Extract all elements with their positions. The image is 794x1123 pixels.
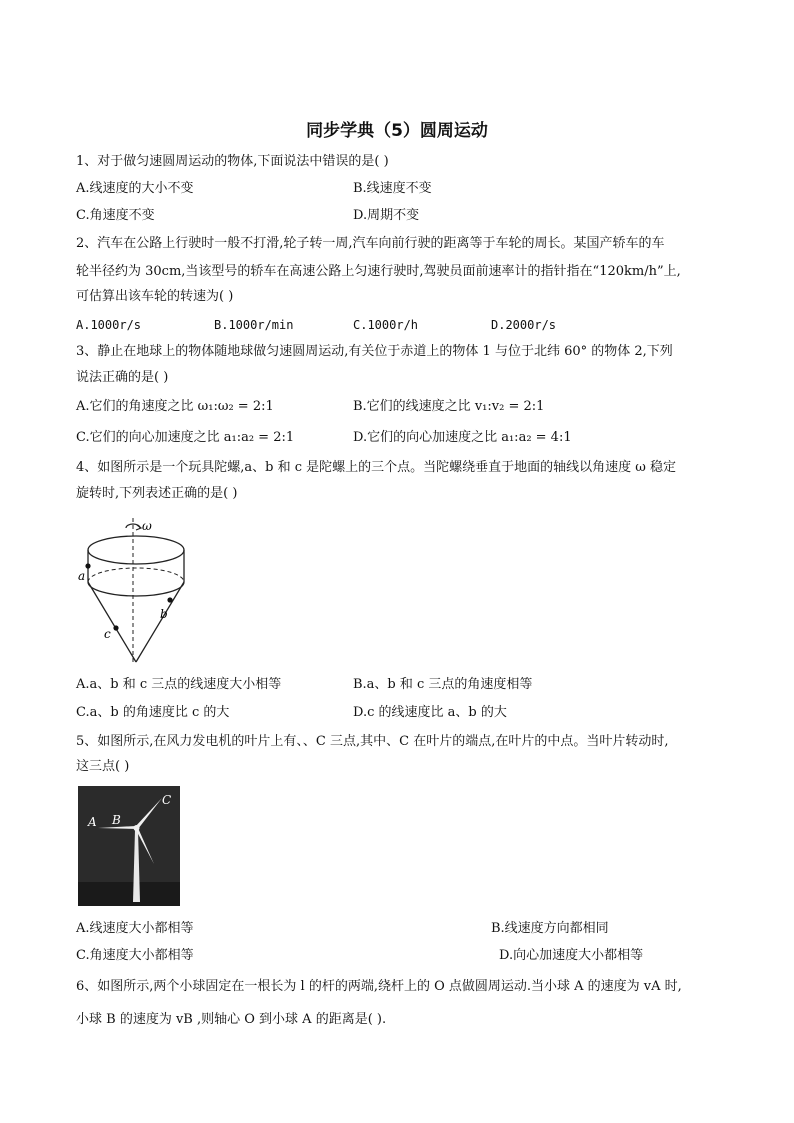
q2-stem-line3: 可估算出该车轮的转速为( ) xyxy=(76,289,234,304)
q4-option-a: A.a、b 和 c 三点的线速度大小相等 xyxy=(76,677,282,692)
q1-option-d: D.周期不变 xyxy=(353,208,420,223)
q2-stem-line2: 轮半径约为 30cm,当该型号的轿车在高速公路上匀速行驶时,驾驶员面前速率计的指针指在“120km/h”上, xyxy=(76,264,681,279)
q3-stem-line2: 说法正确的是( ) xyxy=(76,370,169,385)
q4-stem-line1: 4、如图所示是一个玩具陀螺,a、b 和 c 是陀螺上的三个点。当陀螺绕垂直于地面的轴线以角速度 ω 稳定 xyxy=(76,460,677,475)
q4-option-d: D.c 的线速度比 a、b 的大 xyxy=(353,705,507,720)
q4-option-c: C.a、b 的角速度比 c 的大 xyxy=(76,705,230,720)
q6-stem-line2: 小球 B 的速度为 vB ,则轴心 O 到小球 A 的距离是( ). xyxy=(76,1012,387,1027)
q4-stem-line2: 旋转时,下列表述正确的是( ) xyxy=(76,486,238,501)
q1-option-a: A.线速度的大小不变 xyxy=(76,181,194,196)
q4-option-b: B.a、b 和 c 三点的角速度相等 xyxy=(353,677,533,692)
q5-option-a: A.线速度大小都相等 xyxy=(76,921,194,936)
point-A-label: A xyxy=(88,815,97,829)
q5-stem-line2: 这三点( ) xyxy=(76,759,130,774)
q5-stem-line1: 5、如图所示,在风力发电机的叶片上有、、C 三点,其中、C 在叶片的端点,在叶片的中点。当叶片转动时, xyxy=(76,734,669,749)
q2-stem-line1: 2、汽车在公路上行驶时一般不打滑,轮子转一周,汽车向前行驶的距离等于车轮的周长。某国产轿车的车 xyxy=(76,236,665,251)
q2-option-c: C.1000r/h xyxy=(353,318,419,332)
q3-option-b: B.它们的线速度之比 v₁:v₂ = 2:1 xyxy=(353,399,545,414)
q1-stem: 1、对于做匀速圆周运动的物体,下面说法中错误的是( ) xyxy=(76,154,389,169)
q3-option-d: D.它们的向心加速度之比 a₁:a₂ = 4:1 xyxy=(353,430,572,445)
spinning-top-figure xyxy=(76,514,196,670)
q2-option-a: A.1000r/s xyxy=(76,318,142,332)
page-title: 同步学典（5）圆周运动 xyxy=(306,121,488,141)
wind-turbine-photo xyxy=(78,786,180,906)
q3-option-a: A.它们的角速度之比 ω₁:ω₂ = 2:1 xyxy=(76,399,274,414)
q3-stem-line1: 3、静止在地球上的物体随地球做匀速圆周运动,有关位于赤道上的物体 1 与位于北纬 60° 的物体 2,下列 xyxy=(76,344,673,359)
point-c-label: c xyxy=(104,627,111,641)
q5-option-b: B.线速度方向都相同 xyxy=(491,921,609,936)
q5-option-d: D.向心加速度大小都相等 xyxy=(499,948,644,963)
q6-stem-line1: 6、如图所示,两个小球固定在一根长为 l 的杆的两端,绕杆上的 O 点做圆周运动.当小球 A 的速度为 vA 时, xyxy=(76,979,682,994)
point-C-label: C xyxy=(162,793,172,807)
point-B-label: B xyxy=(112,813,121,827)
q1-option-b: B.线速度不变 xyxy=(353,181,432,196)
omega-label: ω xyxy=(142,519,152,533)
q5-option-c: C.角速度大小都相等 xyxy=(76,948,194,963)
point-a-label: a xyxy=(78,569,86,583)
q3-option-c: C.它们的向心加速度之比 a₁:a₂ = 2:1 xyxy=(76,430,295,445)
point-b-label: b xyxy=(160,607,168,621)
q1-option-c: C.角速度不变 xyxy=(76,208,155,223)
q2-option-b: B.1000r/min xyxy=(214,318,294,332)
q2-option-d: D.2000r/s xyxy=(491,318,557,332)
